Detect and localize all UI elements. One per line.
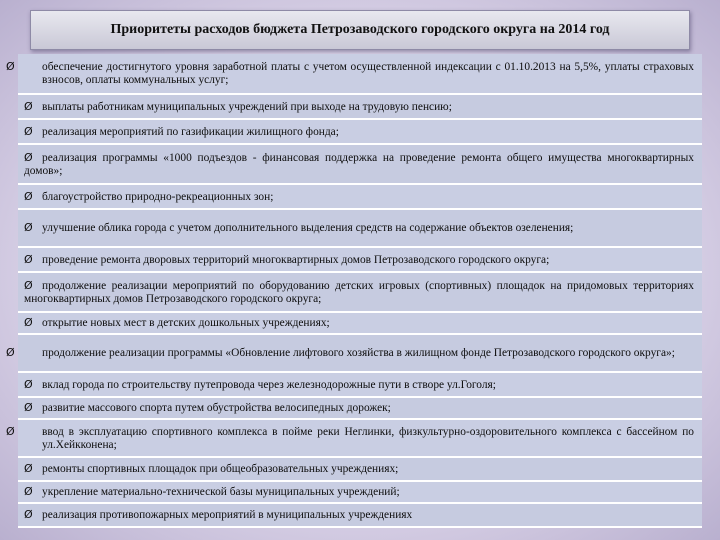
priority-list bbox=[6, 54, 702, 536]
arrow-bullet-icon: Ø bbox=[6, 424, 15, 438]
arrow-bullet-icon: Ø bbox=[24, 278, 33, 292]
slide-title: Приоритеты расходов бюджета Петрозаводского городского округа на 2014 год bbox=[30, 10, 690, 50]
arrow-bullet-icon: Ø bbox=[24, 221, 33, 234]
list-item: Ø продолжение реализации программы «Обновление лифтового хозяйства в жилищном фонде Петрозаводского городского округа»; bbox=[18, 335, 702, 373]
arrow-bullet-icon: Ø bbox=[24, 124, 33, 138]
list-item: Ø вклад города по строительству путепровода через железнодорожные пути в створе ул.Гоголя; bbox=[18, 373, 702, 398]
arrow-bullet-icon: Ø bbox=[24, 462, 33, 475]
list-item: Ø ввод в эксплуатацию спортивного комплекса в пойме реки Неглинки, физкультурно-оздоровительного комплекса с бассейном по ул.Хейкконена; bbox=[18, 420, 702, 458]
list-item: Ø проведение ремонта дворовых территорий многоквартирных домов Петрозаводского городского округа; bbox=[18, 248, 702, 273]
arrow-bullet-icon: Ø bbox=[6, 60, 15, 73]
arrow-bullet-icon: Ø bbox=[24, 401, 33, 414]
arrow-bullet-icon: Ø bbox=[24, 316, 33, 329]
list-item: Ø реализация программы «1000 подъездов - финансовая поддержка на проведение ремонта общего имущества многоквартирных домов»; bbox=[18, 145, 702, 185]
arrow-bullet-icon: Ø bbox=[24, 189, 33, 203]
list-item: Ø улучшение облика города с учетом дополнительного выделения средств на содержание объектов озеленения; bbox=[18, 210, 702, 248]
arrow-bullet-icon: Ø bbox=[24, 485, 33, 498]
list-item: Ø благоустройство природно-рекреационных зон; bbox=[18, 185, 702, 210]
arrow-bullet-icon: Ø bbox=[6, 346, 15, 359]
arrow-bullet-icon: Ø bbox=[24, 99, 33, 113]
arrow-bullet-icon: Ø bbox=[24, 377, 33, 391]
list-item: Ø обеспечение достигнутого уровня заработной платы с учетом осуществленной индексации с 01.10.2013 на 5,5%, уплаты страховых взносов, оплаты коммунальных услуг; bbox=[18, 54, 702, 95]
arrow-bullet-icon: Ø bbox=[24, 508, 33, 521]
list-item: Ø выплаты работникам муниципальных учреждений при выходе на трудовую пенсию; bbox=[18, 95, 702, 120]
list-item: Ø открытие новых мест в детских дошкольных учреждениях; bbox=[18, 313, 702, 335]
arrow-bullet-icon: Ø bbox=[24, 252, 33, 266]
list-item: Ø укрепление материально-технической базы муниципальных учреждений; bbox=[18, 482, 702, 504]
list-item: Ø реализация мероприятий по газификации жилищного фонда; bbox=[18, 120, 702, 145]
list-item: Ø продолжение реализации мероприятий по оборудованию детских игровых (спортивных) площадок на придомовых территориях многоквартирных домов Петрозаводского городского округа; bbox=[18, 273, 702, 313]
list-item: Ø ремонты спортивных площадок при общеобразовательных учреждениях; bbox=[18, 458, 702, 482]
list-item: Ø развитие массового спорта путем обустройства велосипедных дорожек; bbox=[18, 398, 702, 420]
arrow-bullet-icon: Ø bbox=[24, 150, 33, 164]
list-item: Ø реализация противопожарных мероприятий в муниципальных учреждениях bbox=[18, 504, 702, 528]
